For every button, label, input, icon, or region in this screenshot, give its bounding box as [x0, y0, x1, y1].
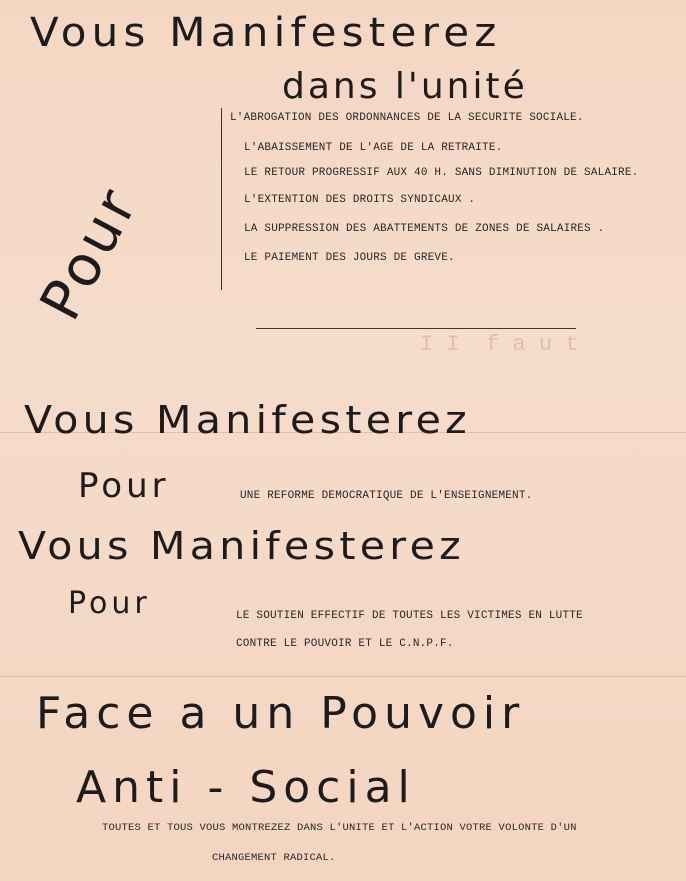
- pour-label-3: Pour: [68, 586, 151, 621]
- support-text-line2: CONTRE LE POUVOIR ET LE C.N.P.F.: [236, 638, 454, 650]
- pour-rotated: Pour: [28, 175, 152, 331]
- closing-anti-social: Anti - Social: [76, 762, 416, 813]
- heading-vous-manifesterez-3: Vous Manifesterez: [18, 524, 466, 568]
- heading-vous-manifesterez-2: Vous Manifesterez: [24, 398, 472, 442]
- closing-face-a-un-pouvoir: Face a un Pouvoir: [36, 688, 526, 739]
- demand-item: L'ABROGATION DES ORDONNANCES DE LA SECURITE SOCIALE.: [230, 112, 584, 124]
- heading-dans-l-unite: dans l'unité: [282, 66, 528, 107]
- demand-item: LA SUPPRESSION DES ABATTEMENTS DE ZONES DE SALAIRES .: [244, 223, 605, 235]
- bracket-line: [221, 108, 222, 290]
- demand-item: LE PAIEMENT DES JOURS DE GREVE.: [244, 252, 455, 264]
- divider-line: [256, 328, 576, 329]
- support-text-line1: LE SOUTIEN EFFECTIF DE TOUTES LES VICTIMES EN LUTTE: [236, 610, 583, 622]
- fold-line: [0, 676, 686, 677]
- demand-item: L'EXTENTION DES DROITS SYNDICAUX .: [244, 194, 476, 206]
- demand-item: L'ABAISSEMENT DE L'AGE DE LA RETRAITE.: [244, 142, 503, 154]
- bleed-through-mark: I I f a u t: [420, 332, 579, 357]
- footer-line2: CHANGEMENT RADICAL.: [212, 852, 336, 864]
- reform-text: UNE REFORME DEMOCRATIQUE DE L'ENSEIGNEMENT.: [240, 490, 533, 502]
- heading-vous-manifesterez: Vous Manifesterez: [30, 10, 502, 56]
- pour-label-2: Pour: [78, 466, 170, 506]
- footer-line1: TOUTES ET TOUS VOUS MONTREZEZ DANS L'UNITE ET L'ACTION VOTRE VOLONTE D'UN: [102, 822, 577, 834]
- demand-item: LE RETOUR PROGRESSIF AUX 40 H. SANS DIMINUTION DE SALAIRE.: [244, 167, 639, 179]
